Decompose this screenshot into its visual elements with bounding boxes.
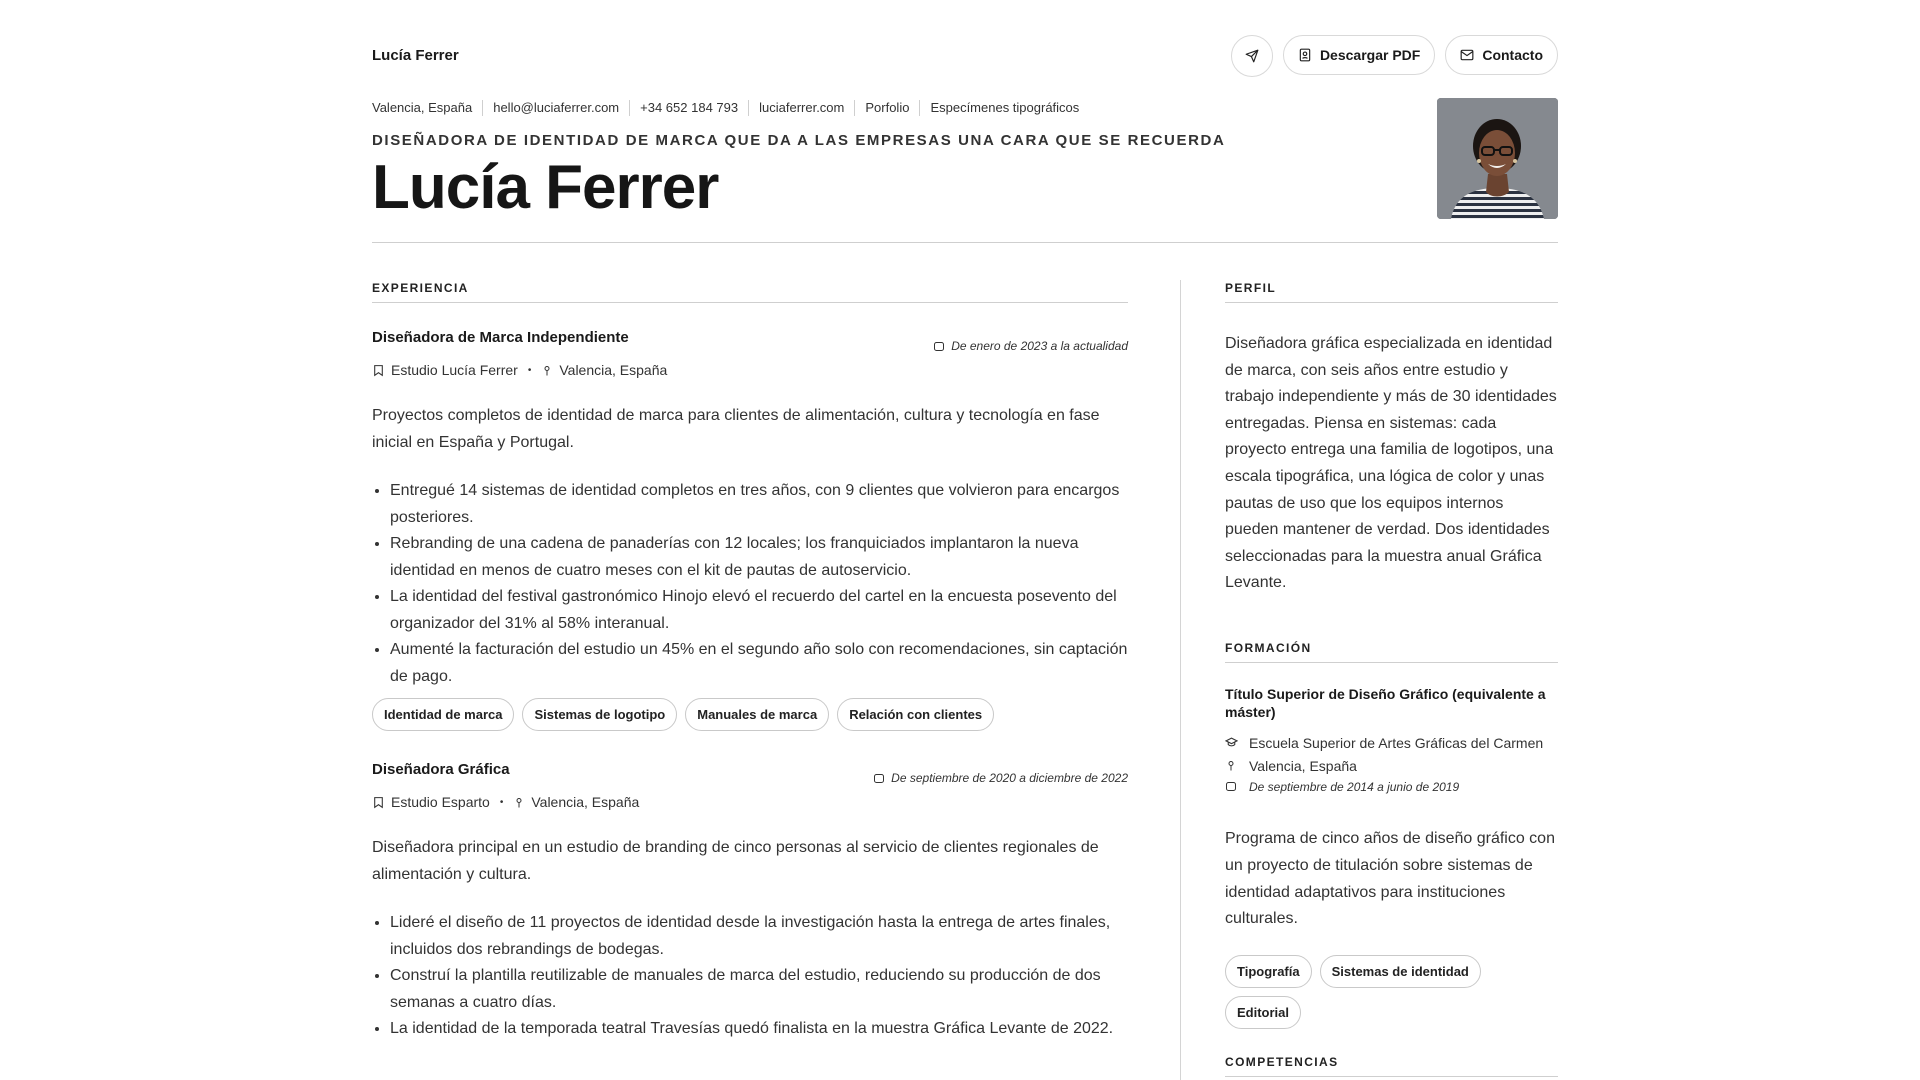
profile-text: Diseñadora gráfica especializada en identidad de marca, con seis años entre estudio y trabajo independiente y más de 30 identidades entregadas. Piensa en sistemas: cada proyecto entrega una familia de logotipos, una escala tipográfica, una lógica de color y unas pautas de uso que los equipos internos pueden mantener de verdad. Dos identidades seleccionadas para la muestra anual Gráfica Levante.: [1225, 335, 1557, 592]
column-divider: [1180, 280, 1181, 1080]
tagline: DISEÑADORA DE IDENTIDAD DE MARCA QUE DA A LAS EMPRESAS UNA CARA QUE SE RECUERDA: [372, 132, 1226, 149]
job-skill-tags: [372, 698, 1128, 731]
school-row: [1225, 733, 1558, 754]
job-entry: [372, 761, 1128, 1043]
education-tags: [1225, 955, 1558, 1029]
contact-portfolio-link[interactable]: Porfolio: [854, 100, 919, 116]
contact-website-link[interactable]: luciaferrer.com: [748, 100, 854, 116]
download-pdf-label: Descargar PDF: [1319, 47, 1421, 63]
file-download-icon: [1298, 48, 1312, 62]
mail-icon: [1460, 48, 1474, 62]
job-meta: [372, 362, 1128, 378]
location-pin-icon: [1225, 756, 1241, 777]
contact-specimens-link[interactable]: Especímenes tipográficos: [919, 100, 1089, 116]
top-bar: [372, 35, 1558, 77]
education-heading: FORMACIÓN: [1225, 641, 1558, 663]
contact-line: [372, 100, 1089, 116]
job-meta: [372, 794, 1128, 810]
job-company: Estudio Esparto: [391, 794, 490, 810]
location-pin-icon: [513, 796, 525, 809]
school-name: Escuela Superior de Artes Gráficas del Carmen: [1249, 734, 1544, 751]
job-date-text: De septiembre de 2020 a diciembre de 2022: [891, 771, 1128, 785]
school-location-row: [1225, 756, 1558, 777]
download-pdf-button[interactable]: [1283, 35, 1435, 75]
achievement-item: • Entregué 14 sistemas de identidad completos en tres años, con 9 clientes que volvieron para encargos posteriores.: [390, 478, 1128, 531]
experience-heading: EXPERIENCIA: [372, 281, 1128, 303]
education-section: [1225, 641, 1558, 1029]
job-title: Diseñadora de Marca Independiente: [372, 329, 629, 346]
bookmark-icon: [372, 364, 385, 377]
share-button[interactable]: [1231, 35, 1273, 77]
sidebar: [1225, 281, 1558, 1077]
bookmark-icon: [372, 796, 385, 809]
top-actions: [1231, 35, 1558, 77]
skill-tag: Tipografía: [1225, 955, 1312, 988]
contact-button[interactable]: [1445, 35, 1558, 75]
meta-separator: •: [527, 364, 532, 376]
skill-tag: Manuales de marca: [685, 698, 829, 731]
meta-separator: •: [499, 796, 504, 808]
school-location: Valencia, España: [1249, 757, 1357, 774]
skill-tag: Sistemas de logotipo: [522, 698, 677, 731]
job-date-text: De enero de 2023 a la actualidad: [951, 339, 1128, 353]
job-achievements: [372, 910, 1128, 1043]
job-company: Estudio Lucía Ferrer: [391, 362, 518, 378]
page-title: Lucía Ferrer: [372, 153, 719, 222]
contact-phone-link[interactable]: +34 652 184 793: [629, 100, 748, 116]
achievement-item: • La identidad de la temporada teatral Travesías quedó finalista en la muestra Gráfica Levante de 2022.: [390, 1016, 1128, 1043]
job-location: Valencia, España: [531, 794, 640, 810]
job-location: Valencia, España: [559, 362, 668, 378]
job-summary: Proyectos completos de identidad de marca para clientes de alimentación, cultura y tecnología en fase inicial en España y Portugal.: [372, 407, 1100, 451]
profile-heading: PERFIL: [1225, 281, 1558, 303]
education-date-row: [1225, 777, 1558, 798]
skill-tag: Identidad de marca: [372, 698, 514, 731]
achievement-item: • Lideré el diseño de 11 proyectos de identidad desde la investigación hasta la entrega de artes finales, incluidos dos rebrandings de bodegas.: [390, 910, 1128, 963]
location-pin-icon: [541, 364, 553, 377]
achievement-item: • Aumenté la facturación del estudio un 45% en el segundo año solo con recomendaciones, sin captación de pago.: [390, 637, 1128, 690]
education-date: De septiembre de 2014 a junio de 2019: [1249, 779, 1460, 794]
achievement-item: • La identidad del festival gastronómico Hinojo elevó el recuerdo del cartel en la encuesta posevento del organizador del 31% al 58% interanual.: [390, 584, 1128, 637]
graduation-cap-icon: [1225, 733, 1241, 754]
calendar-icon: [933, 340, 945, 352]
contact-email-link[interactable]: hello@luciaferrer.com: [482, 100, 629, 116]
job-date: [933, 339, 1128, 353]
job-date: [873, 771, 1128, 785]
achievement-item: • Construí la plantilla reutilizable de manuales de marca del estudio, reduciendo su producción de dos semanas a cuatro días.: [390, 963, 1128, 1016]
skill-tag: Editorial: [1225, 996, 1301, 1029]
skill-tag: Sistemas de identidad: [1320, 955, 1481, 988]
skills-heading: COMPETENCIAS: [1225, 1055, 1558, 1077]
job-summary: Diseñadora principal en un estudio de branding de cinco personas al servicio de clientes regionales de alimentación y cultura.: [372, 839, 1099, 883]
send-icon: [1245, 49, 1259, 63]
education-description: Programa de cinco años de diseño gráfico con un proyecto de titulación sobre sistemas de identidad adaptativos para instituciones culturales.: [1225, 829, 1555, 928]
calendar-icon: [873, 772, 885, 784]
contact-location: Valencia, España: [372, 100, 473, 115]
job-title: Diseñadora Gráfica: [372, 761, 510, 778]
job-entry: [372, 329, 1128, 731]
top-name: Lucía Ferrer: [372, 47, 459, 64]
job-achievements: [372, 478, 1128, 690]
header-divider: [372, 242, 1558, 243]
experience-section: [372, 281, 1128, 1043]
achievement-item: • Rebranding de una cadena de panaderías con 12 locales; los franquiciados implantaron la nueva identidad en menos de cuatro meses con el kit de pautas de autoservicio.: [390, 531, 1128, 584]
avatar: [1437, 98, 1558, 219]
calendar-icon: [1225, 777, 1241, 798]
contact-label: Contacto: [1482, 47, 1543, 63]
skill-tag: Relación con clientes: [837, 698, 994, 731]
degree-title: Título Superior de Diseño Gráfico (equivalente a máster): [1225, 685, 1546, 720]
